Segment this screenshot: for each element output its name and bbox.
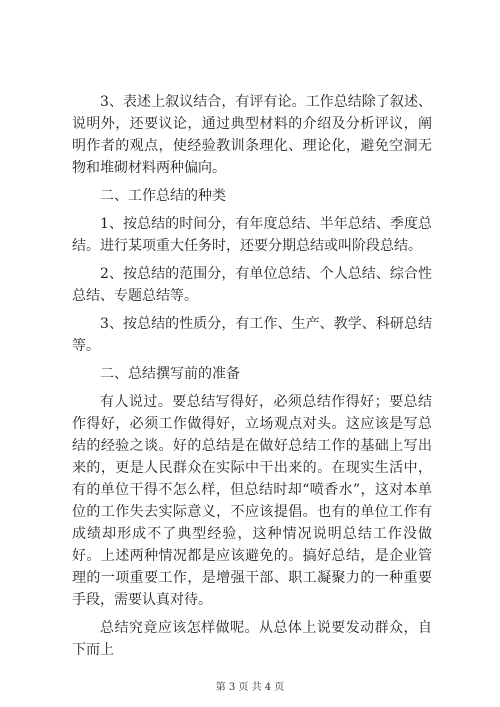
- section-heading-preparation: 二、总结撰写前的准备: [100, 366, 240, 382]
- paragraph-by-scope: 2、按总结的范围分，有单位总结、个人总结、综合性总结、专题总结等。: [72, 266, 432, 304]
- section-heading-types: 二、工作总结的种类: [100, 188, 226, 204]
- paragraph-preparation-body: 有人说过。要总结写得好，必须总结作得好；要总结作得好，必须工作做得好，立场观点对头。这应该是写总结的经验之谈。好的总结是在做好总结工作的基础上写出来的，更是人民群众在实际中干出来的。在现实生活中，有的单位干得不怎么样，但总结时却“喷香水”，这对本单位的工作失去实际意义，不应该提倡。也有的单位工作有成绩却形成不了典型经验，这种情况说明总结工作没做好。上述两种情况都是应该避免的。搞好总结，是企业管理的一项重要工作，是增强干部、职工凝聚力的一种重要手段，需要认真对待。: [72, 394, 432, 608]
- paragraph-by-time: 1、按总结的时间分，有年度总结、半年总结、季度总结。进行某项重大任务时，还要分期总结或叫阶段总结。: [72, 216, 432, 254]
- paragraph-by-nature: 3、按总结的性质分，有工作、生产、教学、科研总结等。: [72, 316, 432, 354]
- paragraph-expression-style: 3、表述上叙议结合，有评有论。工作总结除了叙述、说明外，还要议论，通过典型材料的介绍及分析评议，阐明作者的观点，使经验教训条理化、理论化，避免空洞无物和堆砌材料两种偏向。: [72, 94, 432, 176]
- page-footer: 第 3 页 共 4 页: [215, 682, 285, 693]
- document-body: [72, 91, 432, 661]
- paragraph-how-to-summarize: 总结究竟应该怎样做呢。从总体上说要发动群众，自下而上: [72, 620, 432, 658]
